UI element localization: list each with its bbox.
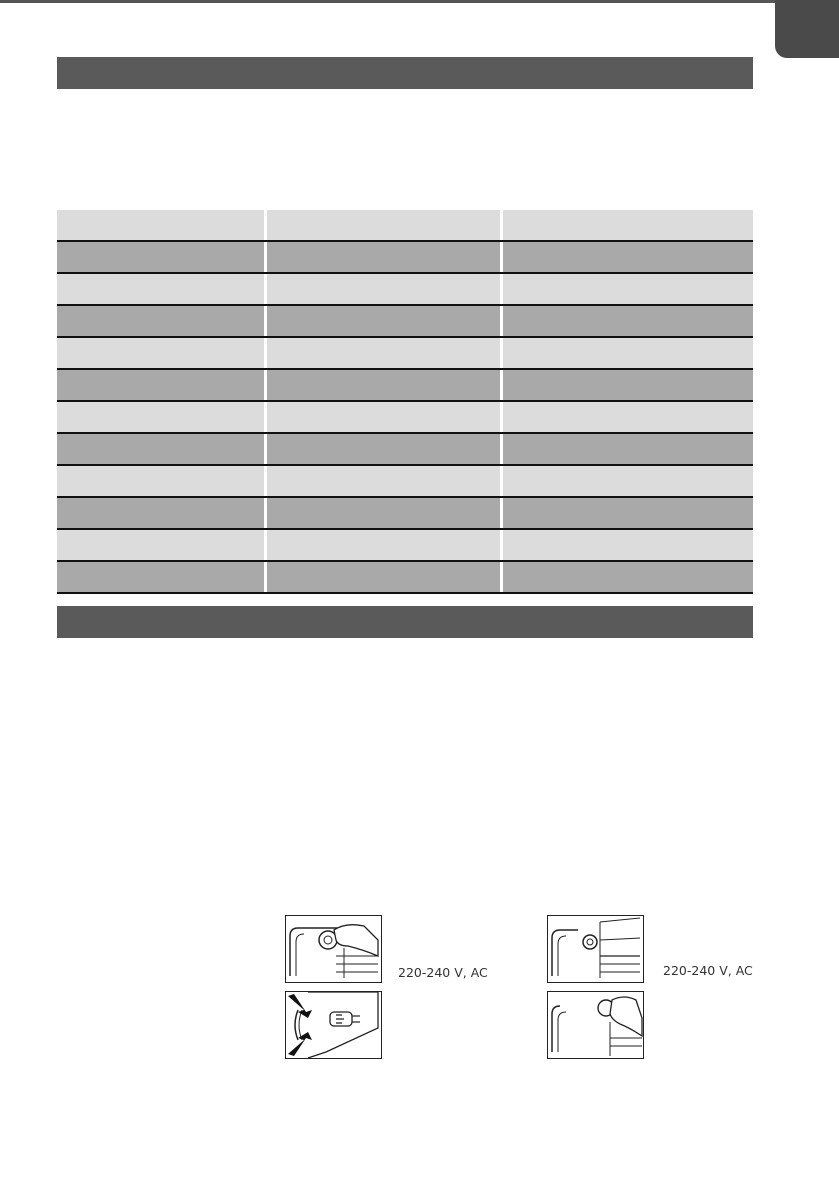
table-cell xyxy=(57,370,264,400)
table-cell xyxy=(500,306,753,336)
table-cell xyxy=(264,466,500,496)
table-row xyxy=(57,530,753,562)
table-cell xyxy=(264,306,500,336)
table-row xyxy=(57,562,753,594)
table-cell xyxy=(500,562,753,592)
oven-lamp-illustration-icon xyxy=(286,916,381,982)
table-cell xyxy=(57,274,264,304)
table-cell xyxy=(500,242,753,272)
table-row xyxy=(57,210,753,242)
table-row xyxy=(57,466,753,498)
spec-table xyxy=(57,210,753,594)
table-cell xyxy=(57,210,264,240)
section-header-bar-1 xyxy=(57,57,753,89)
table-cell xyxy=(264,498,500,528)
table-cell xyxy=(500,466,753,496)
table-cell xyxy=(264,242,500,272)
lamp-cover-unscrew-figure xyxy=(285,915,382,983)
table-cell xyxy=(500,370,753,400)
table-cell xyxy=(500,402,753,432)
voltage-label-right: 220-240 V, AC xyxy=(663,963,753,978)
table-cell xyxy=(57,434,264,464)
table-cell xyxy=(264,402,500,432)
table-row xyxy=(57,402,753,434)
table-cell xyxy=(57,498,264,528)
voltage-label-left: 220-240 V, AC xyxy=(398,965,488,980)
bulb-replacement-figure xyxy=(285,991,382,1059)
table-cell xyxy=(264,530,500,560)
table-row xyxy=(57,242,753,274)
table-row xyxy=(57,498,753,530)
table-cell xyxy=(264,434,500,464)
table-cell xyxy=(500,210,753,240)
table-cell xyxy=(57,562,264,592)
hand-unscrewing-illustration-icon xyxy=(548,992,643,1058)
table-cell xyxy=(500,498,753,528)
table-row xyxy=(57,434,753,466)
side-lamp-hand-figure xyxy=(547,991,644,1059)
table-cell xyxy=(264,562,500,592)
table-cell xyxy=(57,530,264,560)
side-lamp-illustration-icon xyxy=(548,916,643,982)
table-cell xyxy=(264,274,500,304)
section-header-bar-2 xyxy=(57,606,753,638)
top-rule xyxy=(0,0,775,3)
table-cell xyxy=(264,210,500,240)
table-row xyxy=(57,274,753,306)
table-cell xyxy=(57,466,264,496)
table-cell xyxy=(264,338,500,368)
halogen-bulb-illustration-icon xyxy=(286,992,381,1058)
table-row xyxy=(57,306,753,338)
table-cell xyxy=(500,434,753,464)
table-row xyxy=(57,370,753,402)
page-tab-marker xyxy=(775,0,839,58)
table-cell xyxy=(57,338,264,368)
table-cell xyxy=(57,242,264,272)
table-cell xyxy=(500,530,753,560)
table-row xyxy=(57,338,753,370)
table-cell xyxy=(500,338,753,368)
table-cell xyxy=(264,370,500,400)
table-cell xyxy=(57,402,264,432)
table-cell xyxy=(500,274,753,304)
table-cell xyxy=(57,306,264,336)
side-lamp-cover-figure xyxy=(547,915,644,983)
